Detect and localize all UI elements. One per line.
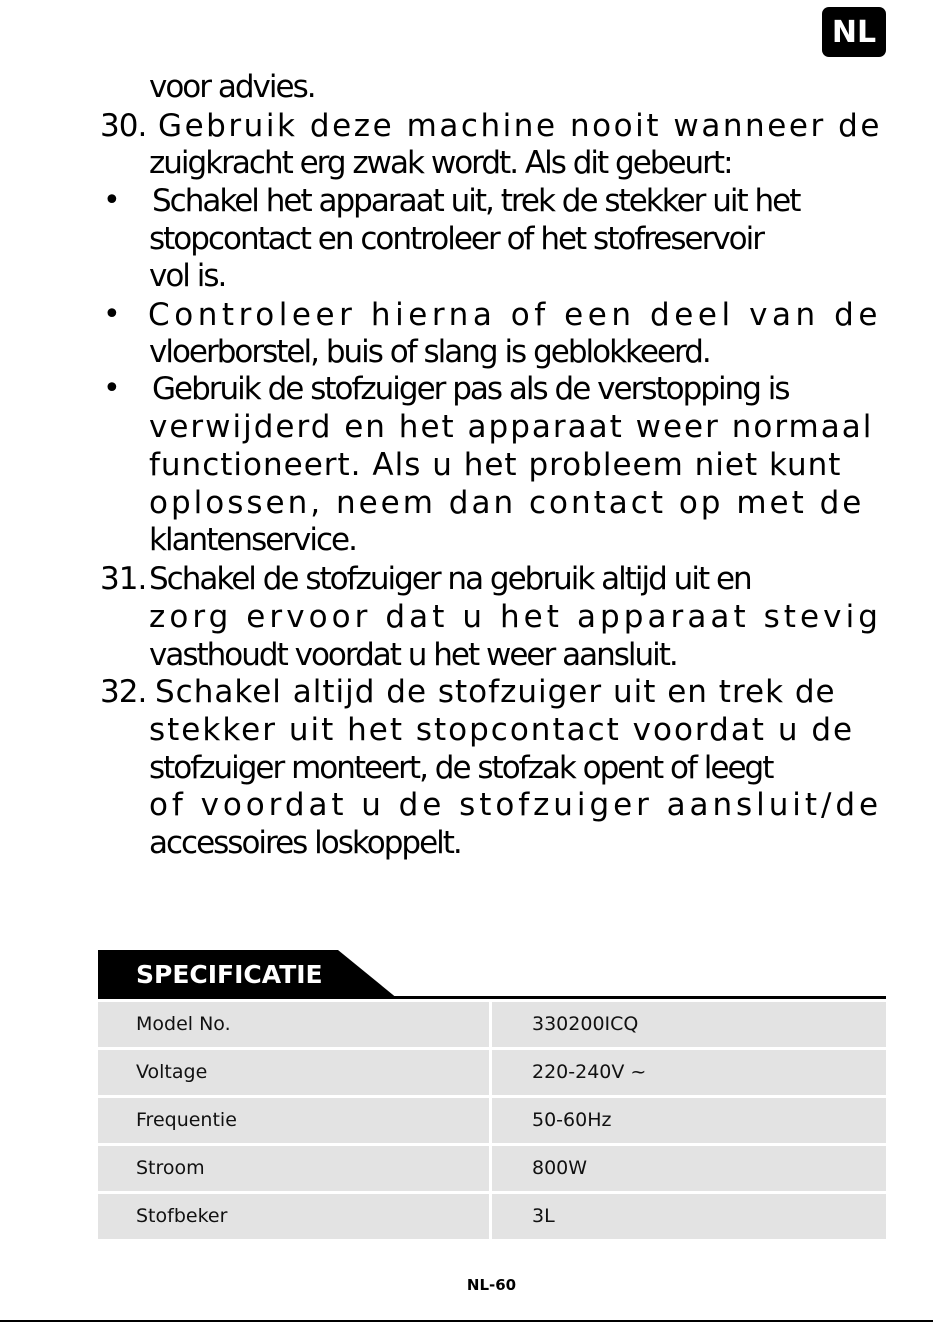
- text-line: Schakel de stofzuiger na gebruik altijd uit en: [149, 561, 751, 597]
- text-line: Gebruik de stofzuiger pas als de verstopping is: [152, 371, 789, 407]
- table-row: [98, 1194, 886, 1239]
- table-row: [98, 1098, 886, 1143]
- text-line: vasthoudt voordat u het weer aansluit.: [149, 637, 677, 673]
- bottom-divider: [0, 1320, 933, 1322]
- text-line: vloerborstel, buis of slang is geblokkeerd.: [149, 334, 710, 370]
- text-line: accessoires loskoppelt.: [149, 825, 461, 861]
- table-row: [98, 1002, 886, 1047]
- table-row: [98, 1146, 886, 1191]
- text-line: Schakel altijd de stofzuiger uit en trek de: [155, 674, 836, 710]
- spec-label: Frequentie: [98, 1098, 489, 1143]
- text-line: Controleer hierna of een deel van de: [148, 297, 882, 333]
- text-line: Schakel het apparaat uit, trek de stekker uit het: [152, 183, 800, 219]
- spec-divider: [98, 996, 886, 999]
- text-line: zuigkracht erg zwak wordt. Als dit gebeurt:: [149, 145, 732, 181]
- bullet-marker: •: [103, 183, 121, 218]
- text-line: vol is.: [149, 258, 226, 294]
- text-line: functioneert. Als u het probleem niet kunt: [149, 447, 842, 483]
- spec-table: [98, 1002, 886, 1242]
- spec-value: 800W: [492, 1146, 886, 1191]
- text-line: voor advies.: [149, 69, 315, 105]
- spec-label: Stofbeker: [98, 1194, 489, 1239]
- spec-label: Model No.: [98, 1002, 489, 1047]
- bullet-marker: •: [103, 371, 121, 406]
- language-badge: NL: [822, 7, 886, 57]
- text-line: klantenservice.: [149, 522, 356, 558]
- text-line: zorg ervoor dat u het apparaat stevig: [149, 599, 882, 635]
- page-number: NL-60: [466, 1276, 517, 1294]
- bullet-marker: •: [103, 297, 121, 332]
- text-line: oplossen, neem dan contact op met de: [149, 485, 865, 521]
- text-line: stekker uit het stopcontact voordat u de: [149, 712, 855, 748]
- spec-value: 50-60Hz: [492, 1098, 886, 1143]
- text-line: Gebruik deze machine nooit wanneer de: [158, 108, 882, 144]
- spec-label: Stroom: [98, 1146, 489, 1191]
- item-number-31: 31.: [100, 561, 147, 597]
- item-number-32: 32.: [100, 674, 147, 710]
- text-line: stofzuiger monteert, de stofzak opent of leegt: [149, 750, 773, 786]
- spec-value: 220-240V ~: [492, 1050, 886, 1095]
- text-line: of voordat u de stofzuiger aansluit/de: [149, 787, 882, 823]
- spec-value: 3L: [492, 1194, 886, 1239]
- item-number-30: 30.: [100, 108, 147, 144]
- table-row: [98, 1050, 886, 1095]
- text-line: verwijderd en het apparaat weer normaal: [149, 409, 874, 445]
- spec-label: Voltage: [98, 1050, 489, 1095]
- text-line: stopcontact en controleer of het stofreservoir: [149, 221, 764, 257]
- spec-value: 330200ICQ: [492, 1002, 886, 1047]
- spec-title: SPECIFICATIE: [136, 960, 323, 989]
